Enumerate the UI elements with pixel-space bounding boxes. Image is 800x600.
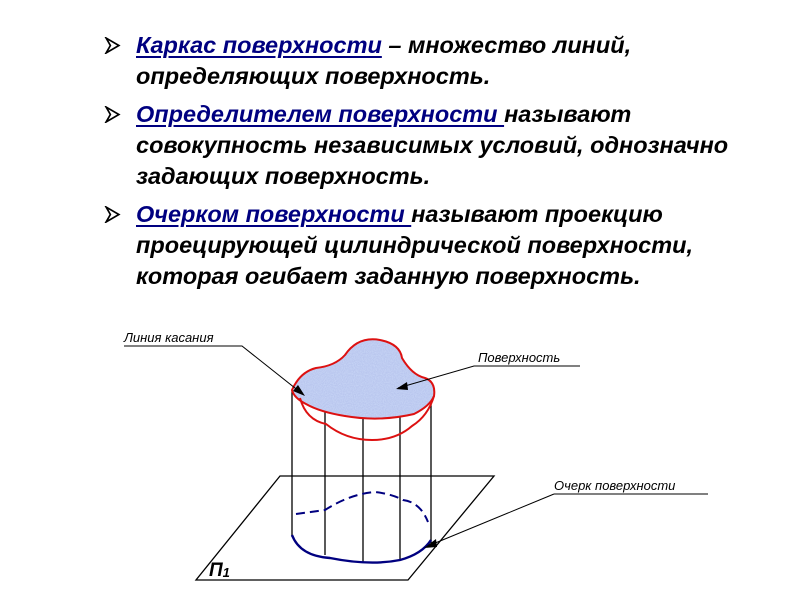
term-outline: Очерком поверхности bbox=[136, 201, 412, 227]
label-plane-p1 bbox=[209, 560, 230, 581]
surface-outline-front bbox=[292, 535, 431, 563]
label-tangent-line: Линия касания bbox=[124, 330, 214, 345]
definition-text-framework: – множество линий, определяющих поверхность. bbox=[136, 32, 632, 89]
surface-outline-hidden bbox=[296, 492, 428, 522]
projection-plane bbox=[196, 476, 494, 580]
definition-text-determinant: называют совокупность независимых условий, однозначно задающих поверхность. bbox=[136, 101, 729, 189]
plane-letter: П bbox=[209, 560, 223, 581]
plane-index: 1 bbox=[222, 565, 230, 580]
definition-text-outline: называют проекцию проецирующей цилиндрической поверхности, которая огибает заданную поверхность. bbox=[136, 201, 693, 289]
term-determinant: Определителем поверхности bbox=[136, 101, 505, 127]
label-surface-outline: Очерк поверхности bbox=[554, 478, 676, 493]
label-surface: Поверхность bbox=[478, 350, 561, 365]
term-framework: Каркас поверхности bbox=[136, 32, 382, 58]
